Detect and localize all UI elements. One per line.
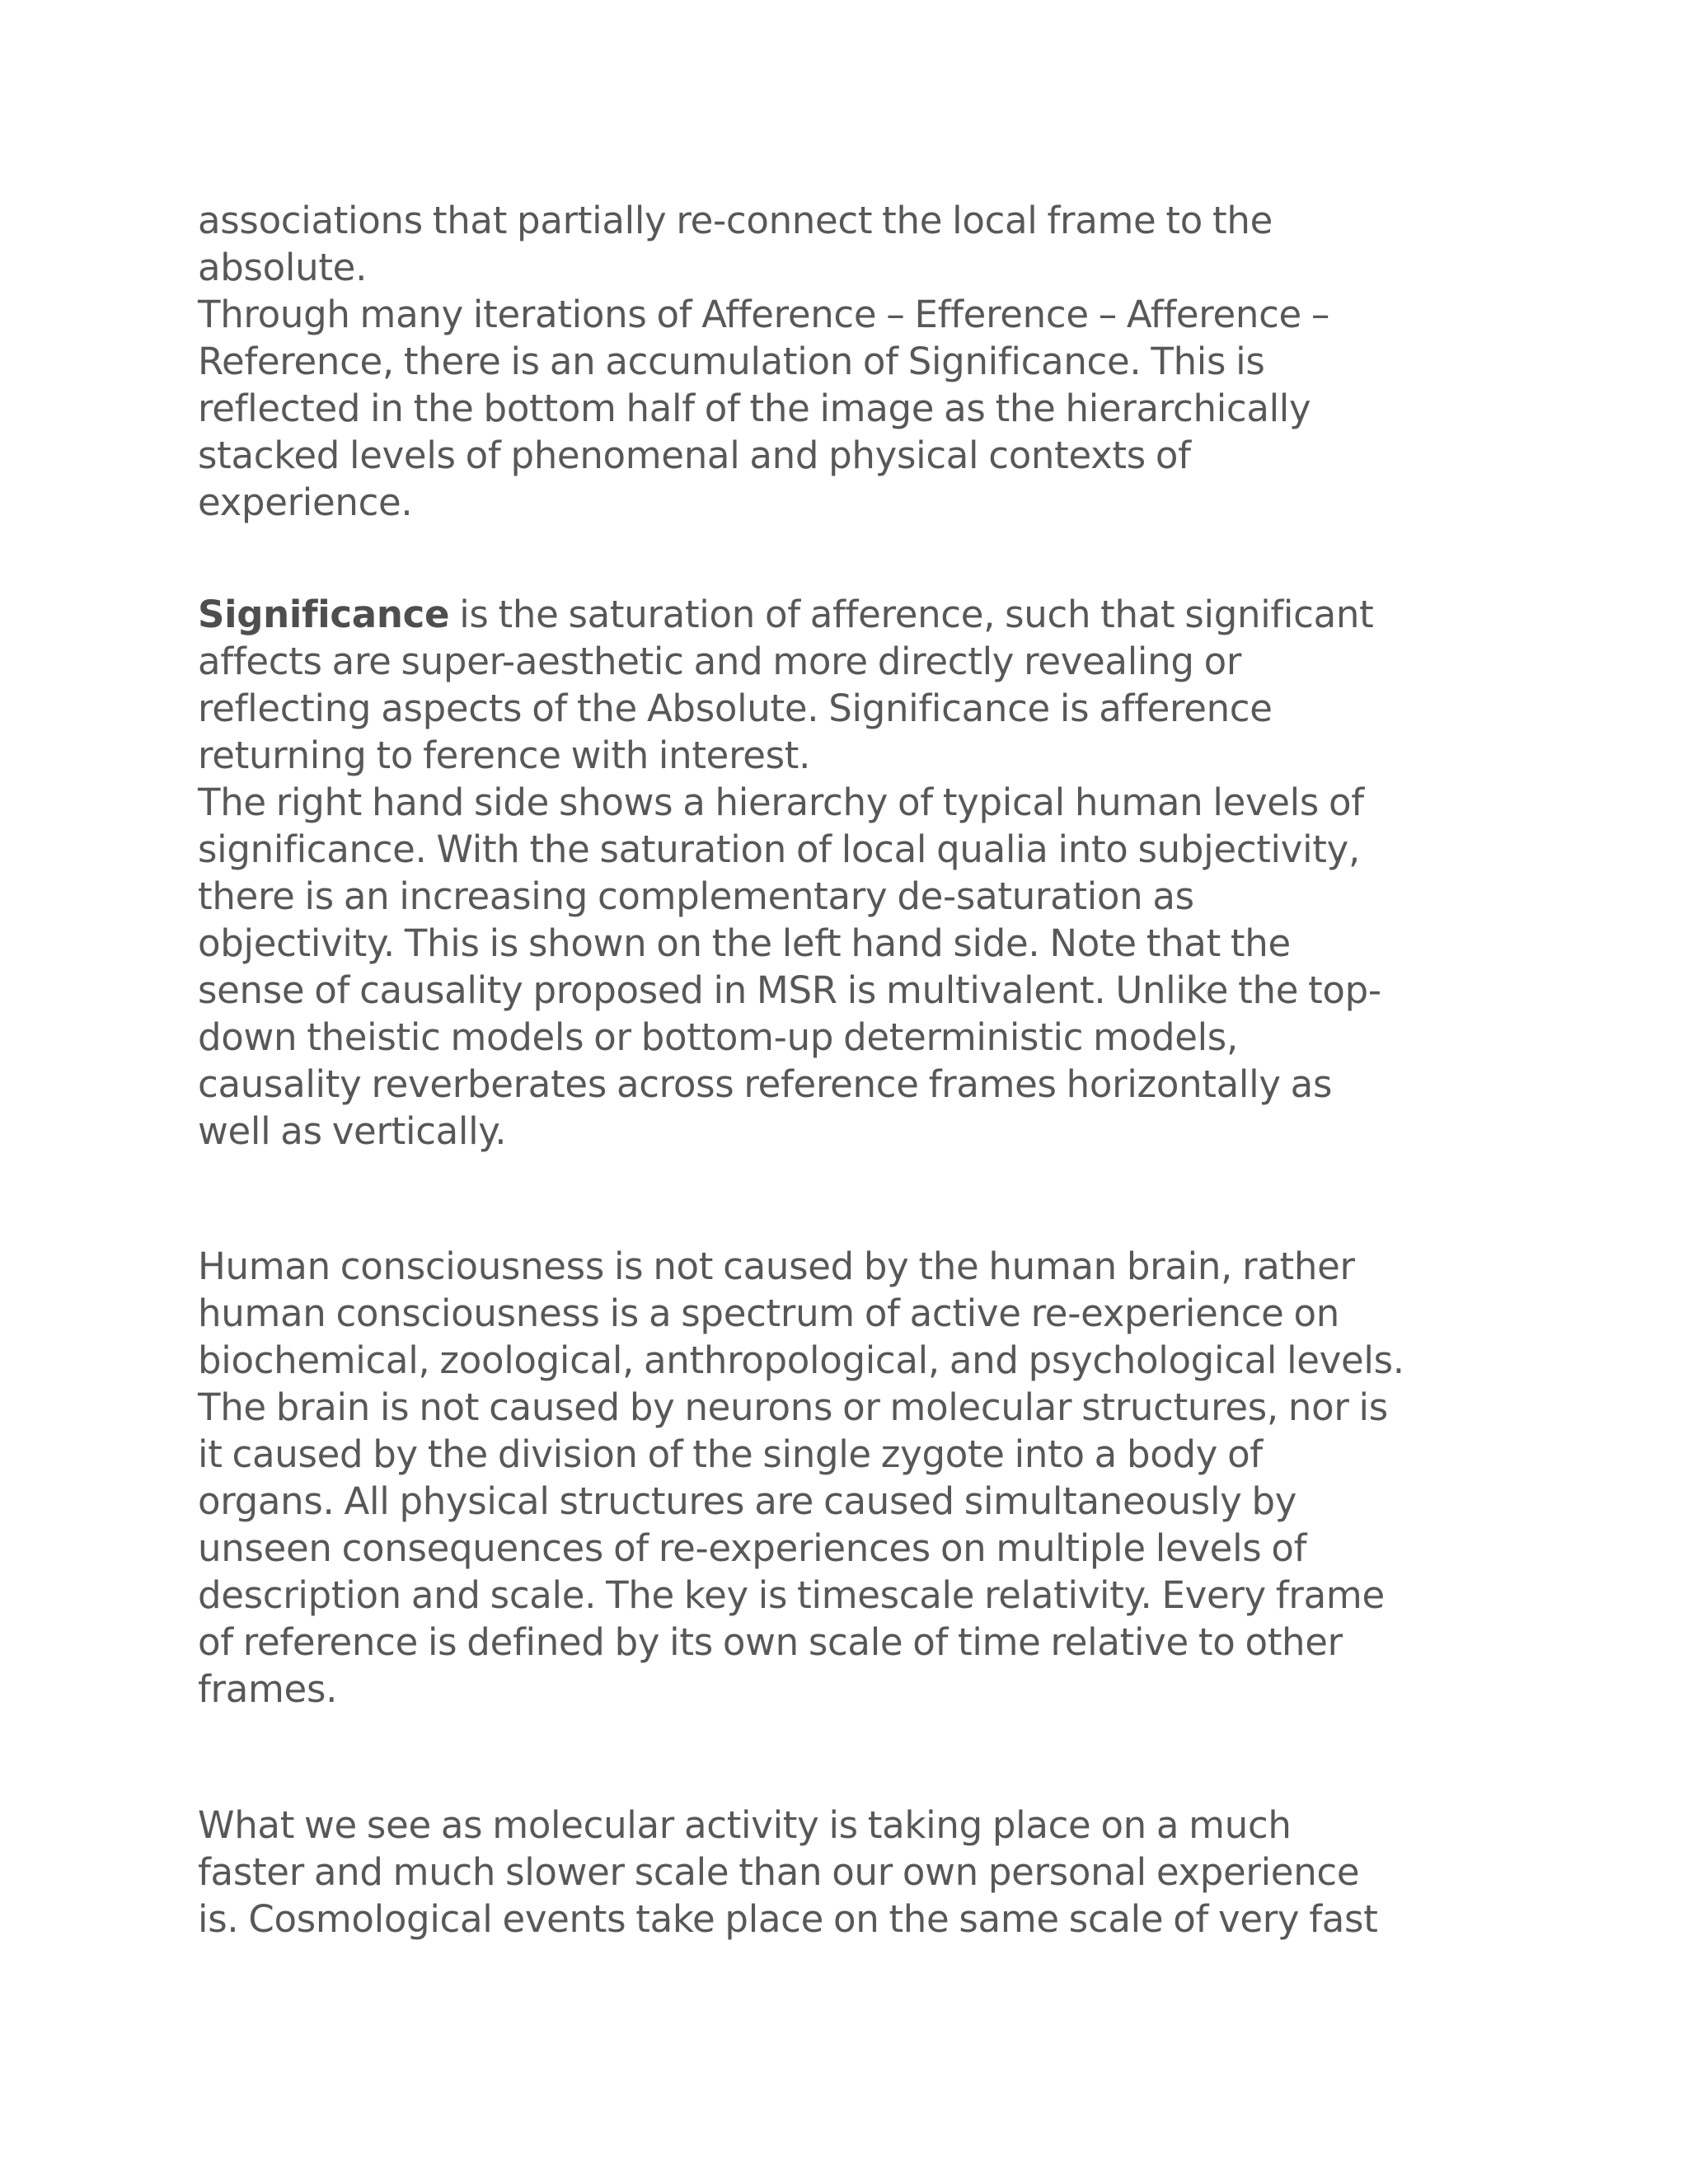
text-line: sense of causality proposed in MSR is multivalent. Unlike the top-: [198, 968, 1381, 1012]
text-line: objectivity. This is shown on the left hand side. Note that the: [198, 921, 1291, 965]
text-line: down theistic models or bottom-up deterministic models,: [198, 1015, 1238, 1059]
significance-term: Significance: [198, 593, 450, 636]
text-line: significance. With the saturation of local qualia into subjectivity,: [198, 827, 1360, 871]
paragraph-significance: [198, 591, 1550, 1155]
paragraph-afference: [198, 197, 1550, 526]
text-line: What we see as molecular activity is taking place on a much: [198, 1803, 1292, 1847]
text-run: is the saturation of afference, such that significant: [449, 593, 1374, 636]
paragraph-consciousness: [198, 1243, 1550, 1713]
text-line: experience.: [198, 480, 413, 524]
text-line: well as vertically.: [198, 1109, 507, 1153]
paragraph-molecular-activity: [198, 1802, 1550, 1943]
text-line: reflecting aspects of the Absolute. Significance is afference: [198, 687, 1273, 730]
text-line: frames.: [198, 1667, 338, 1711]
text-line: there is an increasing complementary de-saturation as: [198, 874, 1194, 918]
text-line: returning to ference with interest.: [198, 733, 811, 777]
text-line: causality reverberates across reference frames horizontally as: [198, 1062, 1333, 1106]
text-line: unseen consequences of re-experiences on multiple levels of: [198, 1526, 1307, 1570]
text-line: absolute.: [198, 246, 368, 289]
text-line: stacked levels of phenomenal and physical contexts of: [198, 434, 1191, 477]
text-line: organs. All physical structures are caused simultaneously by: [198, 1479, 1297, 1523]
text-line: The brain is not caused by neurons or molecular structures, nor is: [198, 1385, 1388, 1429]
text-line: it caused by the division of the single zygote into a body of: [198, 1432, 1263, 1476]
text-line: description and scale. The key is timescale relativity. Every frame: [198, 1573, 1385, 1617]
text-line: is. Cosmological events take place on the same scale of very fast: [198, 1897, 1378, 1941]
text-line: associations that partially re-connect the local frame to the: [198, 199, 1273, 242]
text-line: Human consciousness is not caused by the human brain, rather: [198, 1244, 1355, 1288]
text-line: reflected in the bottom half of the image as the hierarchically: [198, 387, 1311, 430]
text-line: Reference, there is an accumulation of Significance. This is: [198, 340, 1265, 383]
text-line: The right hand side shows a hierarchy of typical human levels of: [198, 780, 1364, 824]
text-line: faster and much slower scale than our own personal experience: [198, 1850, 1360, 1894]
text-line: human consciousness is a spectrum of active re-experience on: [198, 1291, 1339, 1335]
text-line: [198, 591, 1550, 638]
text-line: Through many iterations of Afference – Efference – Afference –: [198, 293, 1330, 336]
text-line: of reference is defined by its own scale of time relative to other: [198, 1620, 1343, 1664]
text-line: biochemical, zoological, anthropological, and psychological levels.: [198, 1338, 1404, 1382]
text-line: affects are super-aesthetic and more directly revealing or: [198, 640, 1242, 683]
